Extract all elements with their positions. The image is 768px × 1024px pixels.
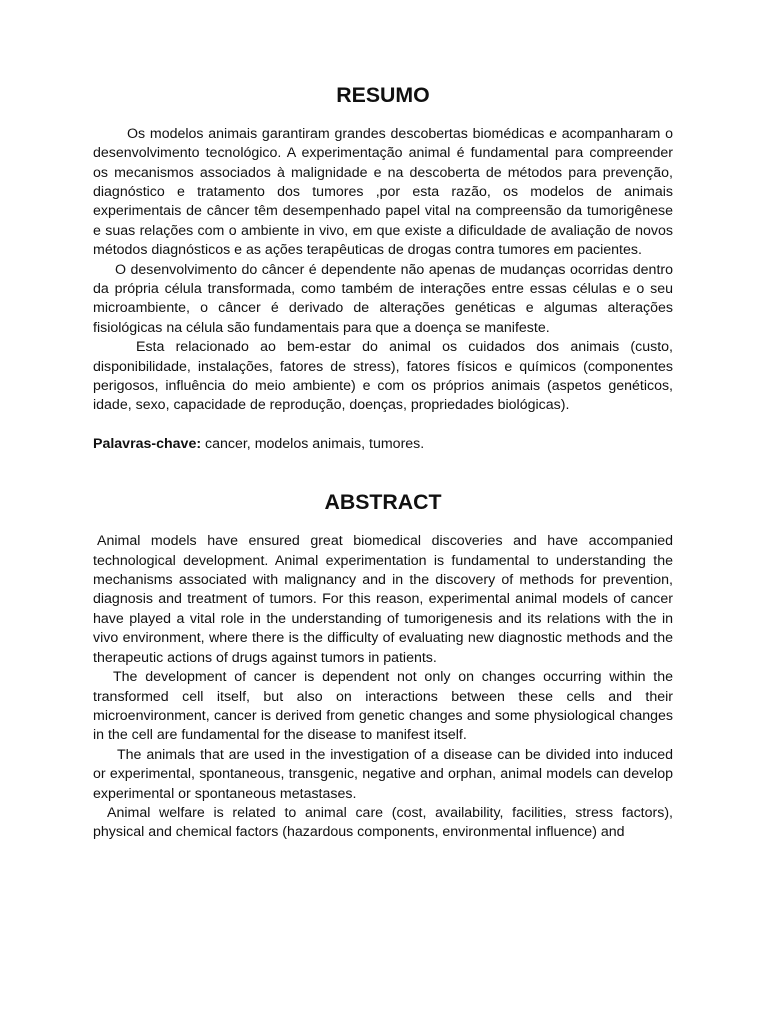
abstract-section xyxy=(93,490,673,842)
abstract-paragraph-1: Animal models have ensured great biomedical discoveries and have accompanied technological development. Animal experimentation is fundamental to understanding the mechanisms associated with malignancy and in the discovery of methods for prevention, diagnosis and treatment of tumors. For this reason, experimental animal models of cancer have played a vital role in the understanding of tumorigenesis and its relations with the in vivo environment, where there is the difficulty of evaluating new diagnostic methods and the therapeutic actions of drugs against tumors in patients. xyxy=(93,533,673,666)
keywords-value: cancer, modelos animais, tumores. xyxy=(201,436,425,453)
resumo-paragraph-2: O desenvolvimento do câncer é dependente não apenas de mudanças ocorridas dentro da própria célula transformada, como também de interações entre essas células e o seu microambiente, o câncer é derivado de alterações genéticas e algumas alterações fisiológicas na célula são fundamentais para que a doença se manifeste. xyxy=(93,261,673,336)
abstract-paragraph-3: The animals that are used in the investigation of a disease can be divided into induced or experimental, spontaneous, transgenic, negative and orphan, animal models can develop experimental or spontaneous metastases. xyxy=(93,746,673,802)
resumo-paragraph-3: Esta relacionado ao bem-estar do animal os cuidados dos animais (custo, disponibilidade, instalações, fatores de stress), fatores físicos e químicos (componentes perigosos, influência do meio ambiente) e com os próprios animais (aspetos genéticos, idade, sexo, capacidade de reprodução, doenças, propriedades biológicas). xyxy=(93,339,673,414)
resumo-paragraph-1: Os modelos animais garantiram grandes descobertas biomédicas e acompanharam o desenvolvimento tecnológico. A experimentação animal é fundamental para compreender os mecanismos associados à malignidade e na descoberta de métodos para prevenção, diagnóstico e tratamento dos tumores ,por esta razão, os modelos de animais experimentais de câncer têm desempenhado papel vital na compreensão da tumorigênese e suas relações com o ambiente in vivo, em que existe a dificuldade de avaliação de novos métodos diagnósticos e as ações terapêuticas de drogas contra tumores em pacientes. xyxy=(93,125,673,259)
abstract-paragraph-2: The development of cancer is dependent not only on changes occurring within the transformed cell itself, but also on interactions between these cells and their microenvironment, cancer is derived from genetic changes and some physiological changes in the cell are fundamental for the disease to manifest itself. xyxy=(93,669,673,744)
abstract-paragraph-4: Animal welfare is related to animal care (cost, availability, facilities, stress factors), physical and chemical factors (hazardous components, environmental influence) and xyxy=(93,804,673,841)
keywords-label: Palavras-chave: xyxy=(93,436,202,453)
resumo-section xyxy=(93,83,673,455)
resumo-heading: RESUMO xyxy=(336,83,430,107)
abstract-heading: ABSTRACT xyxy=(324,490,442,515)
keywords-line xyxy=(93,435,673,454)
document-content xyxy=(93,83,673,843)
section-spacer xyxy=(93,455,673,494)
